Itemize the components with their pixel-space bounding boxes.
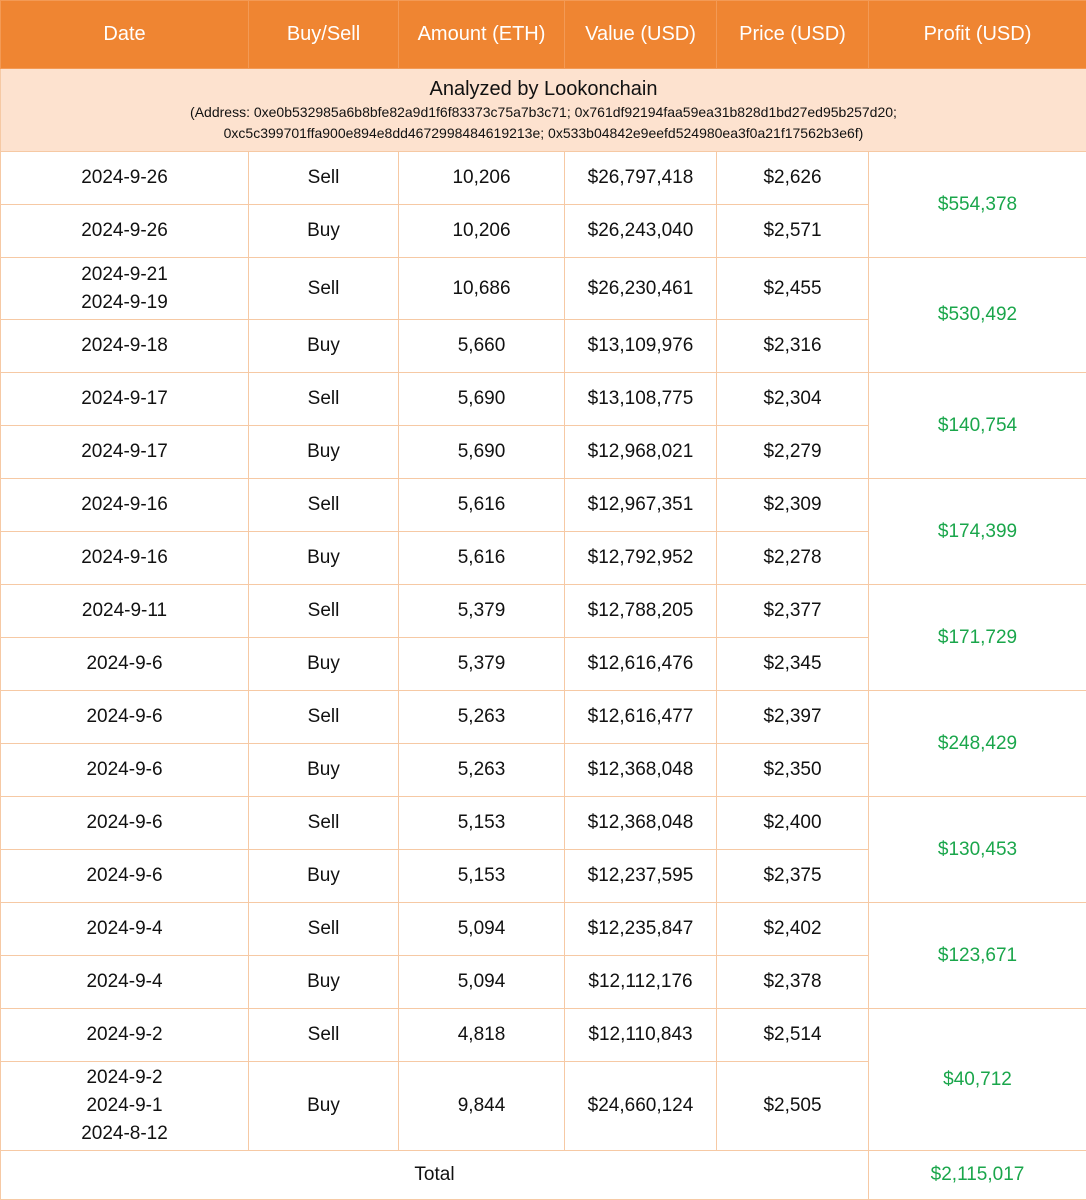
amount-cell: 5,616 xyxy=(399,479,565,532)
value-cell: $12,788,205 xyxy=(565,585,717,638)
side-cell: Sell xyxy=(249,152,399,205)
value-cell: $12,235,847 xyxy=(565,903,717,956)
side-cell: Buy xyxy=(249,426,399,479)
value-cell: $12,368,048 xyxy=(565,744,717,797)
price-cell: $2,400 xyxy=(717,797,869,850)
price-cell: $2,350 xyxy=(717,744,869,797)
side-cell: Sell xyxy=(249,797,399,850)
side-cell: Sell xyxy=(249,903,399,956)
table-header xyxy=(1,1,1086,69)
banner-cell xyxy=(1,69,1086,152)
total-profit: $2,115,017 xyxy=(869,1151,1086,1200)
date-value: 2024-9-26 xyxy=(81,220,168,241)
value-cell: $13,108,775 xyxy=(565,373,717,426)
price-cell: $2,278 xyxy=(717,532,869,585)
date-cell xyxy=(1,797,249,850)
amount-cell: 5,153 xyxy=(399,797,565,850)
profit-cell: $171,729 xyxy=(869,585,1086,691)
date-value: 2024-9-2 xyxy=(86,1024,163,1045)
value-cell: $12,616,477 xyxy=(565,691,717,744)
table-row xyxy=(1,691,1086,744)
side-cell: Sell xyxy=(249,585,399,638)
price-cell: $2,626 xyxy=(717,152,869,205)
banner-row xyxy=(1,69,1086,152)
date-value: 2024-9-16 xyxy=(81,494,168,515)
price-cell: $2,378 xyxy=(717,956,869,1009)
banner-address-line-1: (Address: 0xe0b532985a6b8bfe82a9d1f6f83373c75a7b3c71; 0x761df92194faa59ea31b828d1bd27ed95b257d20; xyxy=(190,104,897,120)
price-cell: $2,571 xyxy=(717,205,869,258)
date-value: 2024-9-6 xyxy=(86,759,163,780)
price-cell: $2,402 xyxy=(717,903,869,956)
amount-cell: 5,379 xyxy=(399,638,565,691)
date-cell xyxy=(1,903,249,956)
side-cell: Buy xyxy=(249,205,399,258)
value-cell: $12,967,351 xyxy=(565,479,717,532)
amount-cell: 5,094 xyxy=(399,956,565,1009)
date-value: 2024-9-16 xyxy=(81,547,168,568)
amount-cell: 5,616 xyxy=(399,532,565,585)
amount-cell: 5,379 xyxy=(399,585,565,638)
value-cell: $12,368,048 xyxy=(565,797,717,850)
profit-cell: $40,712 xyxy=(869,1009,1086,1151)
date-cell xyxy=(1,1009,249,1062)
side-cell: Sell xyxy=(249,691,399,744)
value-cell: $12,110,843 xyxy=(565,1009,717,1062)
date-cell xyxy=(1,585,249,638)
header-date: Date xyxy=(1,1,249,69)
price-cell: $2,375 xyxy=(717,850,869,903)
date-cell xyxy=(1,744,249,797)
amount-cell: 5,263 xyxy=(399,691,565,744)
price-cell: $2,345 xyxy=(717,638,869,691)
header-amount: Amount (ETH) xyxy=(399,1,565,69)
price-cell: $2,316 xyxy=(717,320,869,373)
amount-cell: 4,818 xyxy=(399,1009,565,1062)
date-cell xyxy=(1,258,249,320)
value-cell: $26,230,461 xyxy=(565,258,717,320)
header-value: Value (USD) xyxy=(565,1,717,69)
date-value: 2024-9-6 xyxy=(86,653,163,674)
side-cell: Buy xyxy=(249,1062,399,1151)
date-cell xyxy=(1,638,249,691)
value-cell: $12,968,021 xyxy=(565,426,717,479)
date-cell xyxy=(1,426,249,479)
amount-cell: 5,094 xyxy=(399,903,565,956)
date-cell xyxy=(1,320,249,373)
amount-cell: 5,690 xyxy=(399,426,565,479)
price-cell: $2,505 xyxy=(717,1062,869,1151)
value-cell: $26,243,040 xyxy=(565,205,717,258)
table-body xyxy=(1,69,1086,1151)
table-row xyxy=(1,903,1086,956)
amount-cell: 10,206 xyxy=(399,205,565,258)
amount-cell: 10,686 xyxy=(399,258,565,320)
date-value: 2024-9-4 xyxy=(86,971,163,992)
table-row xyxy=(1,152,1086,205)
date-value: 2024-9-17 xyxy=(81,388,168,409)
table-row xyxy=(1,1009,1086,1062)
side-cell: Buy xyxy=(249,850,399,903)
amount-cell: 5,690 xyxy=(399,373,565,426)
date-value: 2024-9-4 xyxy=(86,918,163,939)
banner-address-line-2: 0xc5c399701ffa900e894e8dd4672998484619213e; 0x533b04842e9eefd524980ea3f0a21f17562b3e6f) xyxy=(223,125,864,141)
side-cell: Sell xyxy=(249,258,399,320)
date-value: 2024-9-26 xyxy=(81,167,168,188)
date-value: 2024-9-6 xyxy=(86,812,163,833)
profit-cell: $174,399 xyxy=(869,479,1086,585)
table-row xyxy=(1,585,1086,638)
profit-cell: $123,671 xyxy=(869,903,1086,1009)
profit-cell: $130,453 xyxy=(869,797,1086,903)
amount-cell: 5,263 xyxy=(399,744,565,797)
price-cell: $2,514 xyxy=(717,1009,869,1062)
table-row xyxy=(1,373,1086,426)
profit-cell: $530,492 xyxy=(869,258,1086,373)
price-cell: $2,304 xyxy=(717,373,869,426)
amount-cell: 9,844 xyxy=(399,1062,565,1151)
amount-cell: 5,660 xyxy=(399,320,565,373)
profit-cell: $554,378 xyxy=(869,152,1086,258)
price-cell: $2,279 xyxy=(717,426,869,479)
price-cell: $2,455 xyxy=(717,258,869,320)
table-row xyxy=(1,479,1086,532)
date-cell xyxy=(1,205,249,258)
header-buy-sell: Buy/Sell xyxy=(249,1,399,69)
side-cell: Buy xyxy=(249,744,399,797)
table-row xyxy=(1,258,1086,320)
side-cell: Buy xyxy=(249,320,399,373)
date-value: 2024-9-1 xyxy=(86,1095,163,1116)
value-cell: $12,237,595 xyxy=(565,850,717,903)
value-cell: $12,112,176 xyxy=(565,956,717,1009)
date-value: 2024-9-18 xyxy=(81,335,168,356)
date-cell xyxy=(1,1062,249,1151)
banner-title: Analyzed by Lookonchain xyxy=(429,78,658,100)
total-row xyxy=(1,1151,1086,1200)
date-value: 2024-9-11 xyxy=(81,600,168,621)
value-cell: $26,797,418 xyxy=(565,152,717,205)
side-cell: Buy xyxy=(249,638,399,691)
date-value: 2024-9-2 xyxy=(86,1067,163,1088)
date-cell xyxy=(1,479,249,532)
price-cell: $2,397 xyxy=(717,691,869,744)
value-cell: $12,616,476 xyxy=(565,638,717,691)
date-value: 2024-8-12 xyxy=(81,1123,168,1144)
side-cell: Sell xyxy=(249,1009,399,1062)
date-value: 2024-9-21 xyxy=(81,263,168,285)
date-cell xyxy=(1,152,249,205)
table-row xyxy=(1,797,1086,850)
price-cell: $2,377 xyxy=(717,585,869,638)
total-label: Total xyxy=(1,1151,869,1200)
header-profit: Profit (USD) xyxy=(869,1,1086,69)
header-row xyxy=(1,1,1086,69)
price-cell: $2,309 xyxy=(717,479,869,532)
date-cell xyxy=(1,373,249,426)
amount-cell: 5,153 xyxy=(399,850,565,903)
side-cell: Buy xyxy=(249,956,399,1009)
side-cell: Sell xyxy=(249,373,399,426)
date-value: 2024-9-6 xyxy=(86,706,163,727)
side-cell: Buy xyxy=(249,532,399,585)
date-value: 2024-9-6 xyxy=(86,865,163,886)
side-cell: Sell xyxy=(249,479,399,532)
value-cell: $12,792,952 xyxy=(565,532,717,585)
header-price: Price (USD) xyxy=(717,1,869,69)
amount-cell: 10,206 xyxy=(399,152,565,205)
date-value: 2024-9-19 xyxy=(81,291,168,313)
profit-cell: $248,429 xyxy=(869,691,1086,797)
date-cell xyxy=(1,691,249,744)
date-cell xyxy=(1,956,249,1009)
date-cell xyxy=(1,532,249,585)
profit-cell: $140,754 xyxy=(869,373,1086,479)
value-cell: $13,109,976 xyxy=(565,320,717,373)
date-value: 2024-9-17 xyxy=(81,441,168,462)
value-cell: $24,660,124 xyxy=(565,1062,717,1151)
date-cell xyxy=(1,850,249,903)
